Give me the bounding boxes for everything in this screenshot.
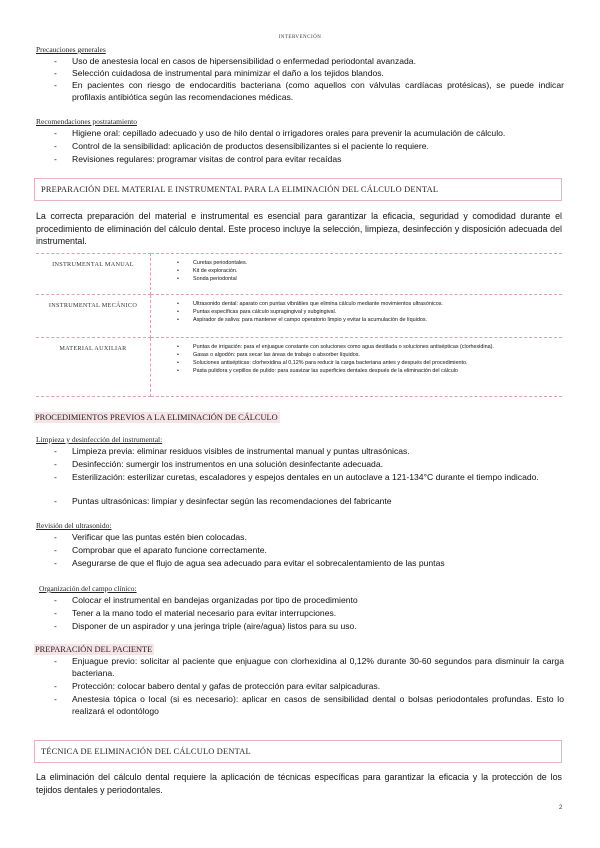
list-item: - Comprobar que el aparato funcione correctamente. xyxy=(54,545,267,555)
section-heading-tecnica: TÉCNICA DE ELIMINACIÓN DEL CÁLCULO DENTAL xyxy=(34,740,562,763)
table-row-items xyxy=(151,254,563,295)
list-item: - Selección cuidadosa de instrumental para minimizar el daño a los tejidos blandos. xyxy=(54,68,384,78)
list-item: - En pacientes con riesgo de endocarditis bacteriana (como aquellos con válvulas cardíacas protésicas), se puede indicar profilaxis antibiótica según las recomendaciones médicas. xyxy=(54,80,564,102)
list-item: - Colocar el instrumental en bandejas organizadas por tipo de procedimiento xyxy=(54,595,358,605)
list-item: • Ultrasonido dental: aparato con puntas vibrátiles que elimina cálculo mediante movimientos ultrasónicos. xyxy=(173,301,558,309)
section-heading-material: PREPARACIÓN DEL MATERIAL E INSTRUMENTAL PARA LA ELIMINACIÓN DEL CÁLCULO DENTAL xyxy=(34,178,562,201)
table-row xyxy=(36,254,562,295)
table-row xyxy=(36,338,562,397)
material-intro: La correcta preparación del material e instrumental es esencial para garantizar la eficacia, seguridad y comodidad durante el procedimiento de eliminación del cálculo dental. Este proceso incluye la selección, limpieza, desinfección y disposición adecuada del instrumental. xyxy=(36,211,562,247)
list-item: • Kit de exploración. xyxy=(173,268,558,276)
list-item: - Revisiones regulares: programar visitas de control para evitar recaídas xyxy=(54,154,342,164)
table-row-items xyxy=(151,295,563,338)
list-item: • Puntas específicas para cálculo supragingival y subgingival. xyxy=(173,309,558,317)
section-heading-procedimientos: PROCEDIMIENTOS PREVIOS A LA ELIMINACIÓN DE CÁLCULO xyxy=(35,413,278,422)
table-row-label: INSTRUMENTAL MECÁNICO xyxy=(36,295,151,338)
table-row xyxy=(36,295,562,338)
list-item: - Desinfección: sumergir los instrumentos en una solución desinfectante adecuada. xyxy=(54,459,383,469)
list-item: - Control de la sensibilidad: aplicación de productos desensibilizantes si el paciente lo requiere. xyxy=(54,141,429,151)
table-row-label: INSTRUMENTAL MANUAL xyxy=(36,254,151,295)
list-item: - Anestesia tópica o local (si es necesario): aplicar en casos de sensibilidad dental o bolsas periodontales profundas. Esto lo realizará el odontólogo xyxy=(54,694,564,716)
list-item: • Gasas o algodón: para secar las áreas de trabajo o absorber líquidos. xyxy=(173,352,558,360)
limpieza-title: Limpieza y desinfección del instrumental: xyxy=(36,435,163,444)
list-item: • Pasta pulidora y cepillos de pulido: para suavizar las superficies dentales después de la eliminación del cálculo xyxy=(173,368,558,376)
organizacion-title: Organización del campo clínico: xyxy=(39,584,137,593)
list-item: • Aspirador de saliva: para mantener el campo operatorio limpio y evitar la acumulación de líquidos. xyxy=(173,317,558,325)
list-item: - Protección: colocar babero dental y gafas de protección para evitar salpicaduras. xyxy=(54,681,381,691)
material-table xyxy=(36,253,562,397)
precauciones-title: Precauciones generales xyxy=(36,45,106,54)
revision-title: Revisión del ultrasonido: xyxy=(36,521,112,530)
list-item: - Limpieza previa: eliminar residuos visibles de instrumental manual y puntas ultrasónicas. xyxy=(54,446,410,456)
list-item: - Puntas ultrasónicas: limpiar y desinfectar según las recomendaciones del fabricante xyxy=(54,496,392,506)
table-row-items xyxy=(151,338,563,397)
list-item: • Soluciones antisépticas: clorhexidina al 0,12% para reducir la carga bacteriana antes y después del procedimiento. xyxy=(173,360,558,368)
table-row-label: MATERIAL AUXILIAR xyxy=(36,338,151,397)
list-item: - Esterilización: esterilizar curetas, escaladores y espejos dentales en un autoclave a 121-134°C durante el tiempo indicado. xyxy=(54,472,539,482)
section-heading-paciente: PREPARACIÓN DEL PACIENTE xyxy=(35,645,153,654)
list-item: • Sonda periodontal xyxy=(173,276,558,284)
tecnica-intro: La eliminación del cálculo dental requiere la aplicación de técnicas específicas para garantizar la eficacia y la protección de los tejidos dentales y periodontales. xyxy=(36,772,562,795)
page-header: INTERVENCIÓN xyxy=(278,35,322,40)
recomendaciones-title: Recomendaciones postratamiento xyxy=(36,117,138,126)
list-item: - Verificar que las puntas estén bien colocadas. xyxy=(54,532,247,542)
list-item: - Tener a la mano todo el material necesario para evitar interrupciones. xyxy=(54,608,337,618)
list-item: • Curetas periodontales. xyxy=(173,260,558,268)
list-item: - Uso de anestesia local en casos de hipersensibilidad o enfermedad periodontal avanzada. xyxy=(54,56,416,66)
list-item: - Enjuague previo: solicitar al paciente que enjuague con clorhexidina al 0,12% durante 30-60 segundos para disminuir la carga bacteriana. xyxy=(54,656,564,678)
list-item: - Higiene oral: cepillado adecuado y uso de hilo dental o irrigadores orales para prevenir la acumulación de cálculo. xyxy=(54,128,506,138)
list-item: - Asegurarse de que el flujo de agua sea adecuado para evitar el sobrecalentamiento de las puntas xyxy=(54,558,445,568)
list-item: • Puntas de irrigación: para el enjuague constante con soluciones como agua destilada o soluciones antisépticas (clorhexidina). xyxy=(173,344,558,352)
page-number: 2 xyxy=(559,805,563,811)
list-item: - Disponer de un aspirador y una jeringa triple (aire/agua) listos para su uso. xyxy=(54,621,357,631)
